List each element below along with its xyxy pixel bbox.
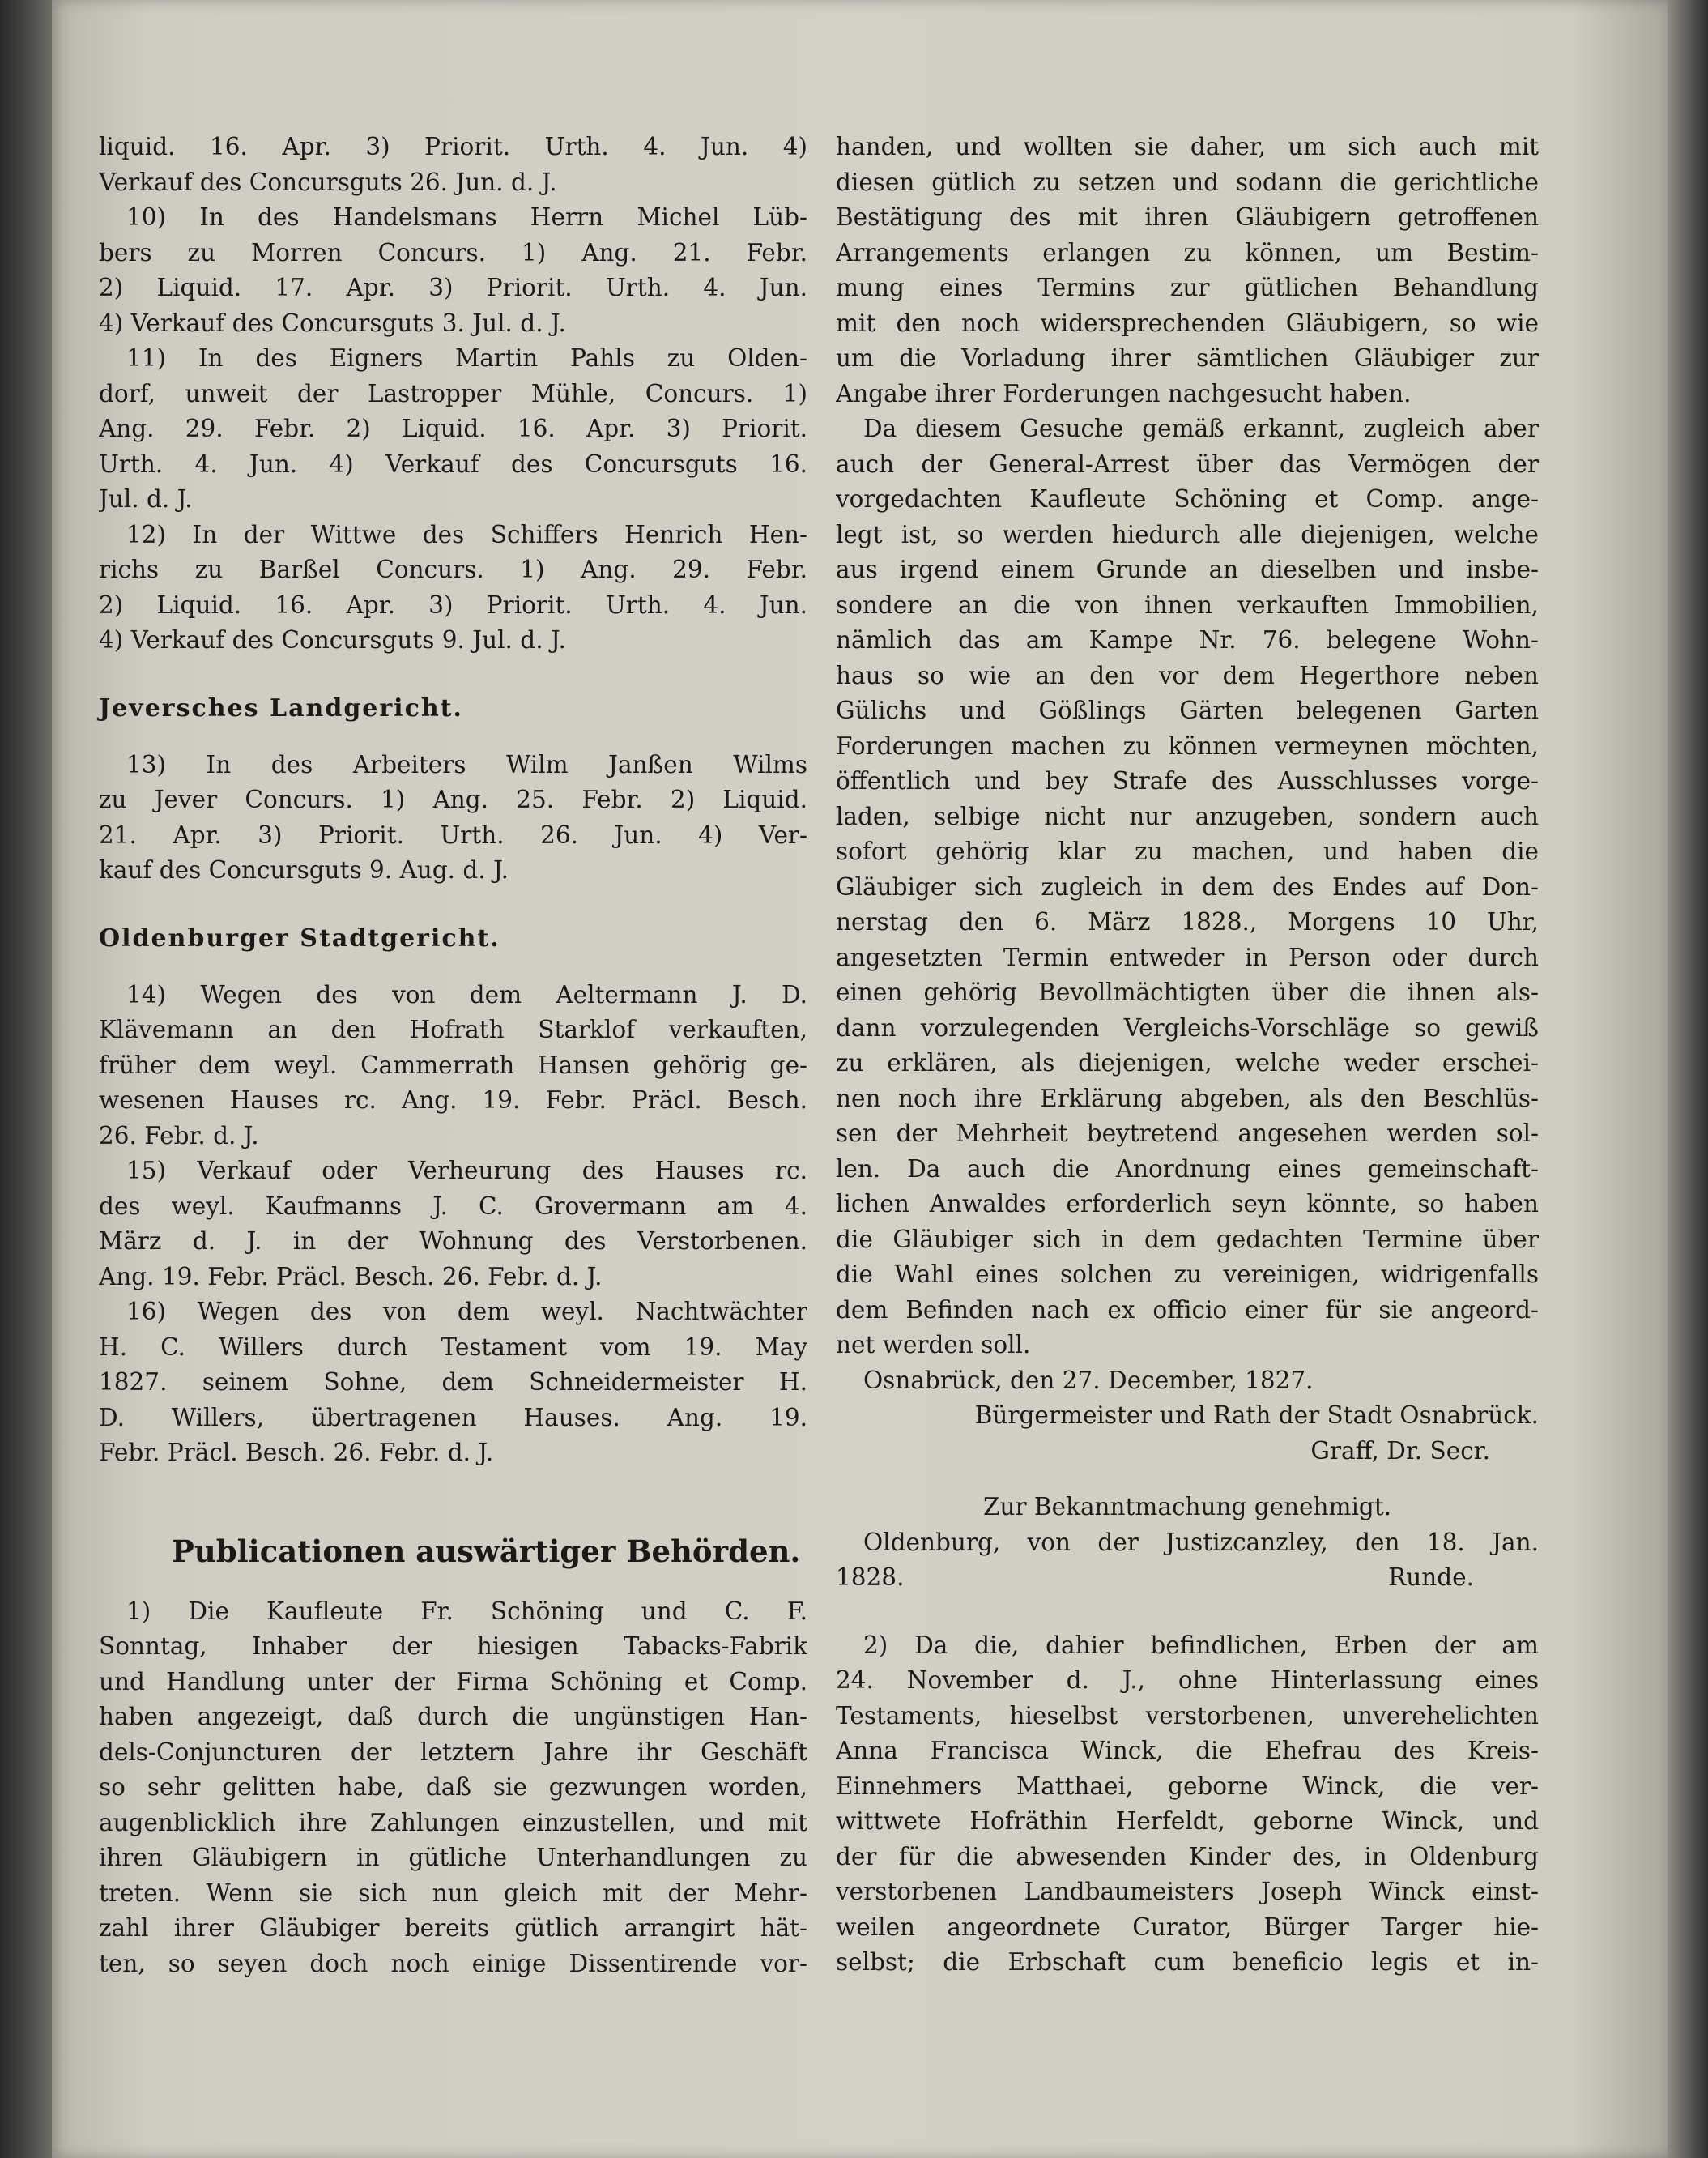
secretary-signature: Graff, Dr. Secr. bbox=[1310, 1436, 1490, 1465]
text-line: sondere an die von ihnen verkauften Immobilien, bbox=[836, 591, 1539, 619]
text-line: Febr. Präcl. Besch. 26. Febr. d. J. bbox=[99, 1439, 494, 1466]
text-line: ihren Gläubigern in gütliche Unterhandlungen zu bbox=[99, 1844, 807, 1871]
text-line: zahl ihrer Gläubiger bereits gütlich arrangirt hät- bbox=[99, 1914, 807, 1942]
text-line: weilen angeordnete Curator, Bürger Targer hie- bbox=[836, 1913, 1539, 1941]
text-line: 1) Die Kaufleute Fr. Schöning und C. F. bbox=[126, 1597, 807, 1625]
text-line: wesenen Hauses rc. Ang. 19. Febr. Präcl. Besch. bbox=[99, 1086, 807, 1114]
text-line: nen noch ihre Erklärung abgeben, als den Beschlüs- bbox=[836, 1084, 1539, 1112]
text-line: 24. November d. J., ohne Hinterlassung eines bbox=[836, 1666, 1539, 1694]
text-line: 2) Liquid. 16. Apr. 3) Priorit. Urth. 4. Jun. bbox=[99, 591, 807, 619]
text-line: zu erklären, als diejenigen, welche weder erschei- bbox=[836, 1049, 1539, 1077]
text-line: Jul. d. J. bbox=[99, 485, 193, 513]
right-block-1 bbox=[836, 130, 1539, 1363]
text-line: Gläubiger sich zugleich in dem des Endes auf Don- bbox=[836, 872, 1539, 901]
text-line: nämlich das am Kampe Nr. 76. belegene Wohn- bbox=[836, 626, 1539, 654]
text-line: dem Befinden nach ex officio einer für sie angeord- bbox=[836, 1295, 1539, 1324]
text-line: Gülichs und Gößlings Gärten belegenen Garten bbox=[836, 697, 1539, 724]
text-line: öffentlich und bey Strafe des Ausschlusses vorge- bbox=[836, 767, 1539, 795]
text-line: D. Willers, übertragenen Hauses. Ang. 19. bbox=[99, 1403, 807, 1431]
left-column bbox=[99, 130, 807, 1981]
approval-note: Zur Bekanntmachung genehmigt. bbox=[982, 1493, 1392, 1520]
scanned-page bbox=[52, 0, 1668, 2158]
text-line: haben angezeigt, daß durch die ungünstigen Han- bbox=[99, 1703, 807, 1730]
text-line: 11) In des Eigners Martin Pahls zu Olden- bbox=[126, 344, 807, 372]
text-line: augenblicklich ihre Zahlungen einzustellen, und mit bbox=[99, 1808, 807, 1836]
text-line: legt ist, so werden hiedurch alle diejenigen, welche bbox=[836, 520, 1539, 548]
text-line: Urth. 4. Jun. 4) Verkauf des Concursguts 16. bbox=[99, 450, 807, 478]
text-line: 2) Liquid. 17. Apr. 3) Priorit. Urth. 4. Jun. bbox=[99, 274, 807, 301]
text-line: haus so wie an den vor dem Hegerthore neben bbox=[836, 661, 1539, 689]
place-date: Osnabrück, den 27. December, 1827. bbox=[863, 1366, 1314, 1394]
text-line: laden, selbige nicht nur anzugeben, sondern auch bbox=[836, 802, 1539, 830]
text-line: Bestätigung des mit ihren Gläubigern getroffenen bbox=[836, 203, 1539, 231]
text-line: Angabe ihrer Forderungen nachgesucht haben. bbox=[836, 379, 1412, 407]
text-line: mung eines Termins zur gütlichen Behandlung bbox=[836, 274, 1539, 301]
text-line: bers zu Morren Concurs. 1) Ang. 21. Febr. bbox=[99, 238, 807, 267]
text-line: 4) Verkauf des Concursguts 9. Jul. d. J. bbox=[99, 626, 566, 654]
text-line: die Wahl eines solchen zu vereinigen, widrigenfalls bbox=[836, 1260, 1539, 1288]
left-block-3 bbox=[99, 978, 807, 1471]
text-line: nerstag den 6. März 1828., Morgens 10 Uhr, bbox=[836, 908, 1539, 936]
text-line: März d. J. in der Wohnung des Verstorbenen. bbox=[99, 1227, 807, 1255]
text-line: handen, und wollten sie daher, um sich auch mit bbox=[836, 133, 1539, 160]
section-heading-jever: Jeversches Landgericht. bbox=[99, 693, 463, 723]
text-line: dann vorzulegenden Vergleichs-Vorschläge so gewiß bbox=[836, 1013, 1539, 1042]
text-line: um die Vorladung ihrer sämtlichen Gläubiger zur bbox=[836, 344, 1539, 372]
text-line: diesen gütlich zu setzen und sodann die gerichtliche bbox=[836, 168, 1539, 196]
text-line: Testaments, hieselbst verstorbenen, unverehelichten bbox=[836, 1701, 1539, 1729]
text-line: kauf des Concursguts 9. Aug. d. J. bbox=[99, 856, 509, 884]
text-line: früher dem weyl. Cammerrath Hansen gehörig ge- bbox=[99, 1051, 807, 1079]
text-line: 2) Da die, dahier befindlichen, Erben der am bbox=[863, 1631, 1539, 1659]
text-line: selbst; die Erbschaft cum beneficio legis et in- bbox=[836, 1948, 1539, 1976]
text-line: Da diesem Gesuche gemäß erkannt, zugleich aber bbox=[863, 415, 1539, 442]
text-line: len. Da auch die Anordnung eines gemeinschaft- bbox=[836, 1154, 1539, 1183]
approval-year: 1828. bbox=[836, 1563, 905, 1591]
text-line: Verkauf des Concursguts 26. Jun. d. J. bbox=[99, 168, 557, 196]
text-line: 10) In des Handelsmans Herrn Michel Lüb- bbox=[126, 203, 807, 231]
approval-place-date: Oldenburg, von der Justizcanzley, den 18. Jan. bbox=[863, 1528, 1539, 1556]
right-column bbox=[836, 130, 1539, 1981]
text-line: so sehr gelitten habe, daß sie gezwungen worden, bbox=[99, 1773, 807, 1801]
left-block-4 bbox=[99, 1594, 807, 1982]
text-line: Forderungen machen zu können vermeynen möchten, bbox=[836, 731, 1539, 760]
text-line: Ang. 29. Febr. 2) Liquid. 16. Apr. 3) Priorit. bbox=[99, 415, 807, 442]
text-line: Einnehmers Matthaei, geborne Winck, die ver- bbox=[836, 1772, 1539, 1800]
text-line: Sonntag, Inhaber der hiesigen Tabacks-Fabrik bbox=[99, 1632, 807, 1660]
text-line: 15) Verkauf oder Verheurung des Hauses rc. bbox=[126, 1157, 807, 1184]
text-line: richs zu Barßel Concurs. 1) Ang. 29. Febr. bbox=[99, 556, 807, 583]
text-line: auch der General-Arrest über das Vermögen der bbox=[836, 450, 1539, 478]
text-line: net werden soll. bbox=[836, 1331, 1031, 1358]
text-line: dels-Conjuncturen der letztern Jahre ihr Geschäft bbox=[99, 1738, 807, 1766]
text-line: wittwete Hofräthin Herfeldt, geborne Winck, und bbox=[836, 1807, 1539, 1835]
text-line: zu Jever Concurs. 1) Ang. 25. Febr. 2) Liquid. bbox=[99, 786, 807, 813]
text-line: sofort gehörig klar zu machen, und haben die bbox=[836, 838, 1539, 865]
text-line: 12) In der Wittwe des Schiffers Henrich Hen- bbox=[126, 520, 807, 548]
left-block-2 bbox=[99, 748, 807, 889]
text-line: 4) Verkauf des Concursguts 3. Jul. d. J. bbox=[99, 309, 566, 337]
left-block-1 bbox=[99, 130, 807, 659]
book-binding bbox=[0, 0, 52, 2158]
text-line: Arrangements erlangen zu können, um Bestim- bbox=[836, 238, 1539, 267]
right-block-2 bbox=[836, 1628, 1539, 1981]
text-line: Anna Francisca Winck, die Ehefrau des Kreis- bbox=[836, 1737, 1539, 1764]
text-line: treten. Wenn sie sich nun gleich mit der Mehr- bbox=[99, 1879, 807, 1907]
text-line: 21. Apr. 3) Priorit. Urth. 26. Jun. 4) Ver- bbox=[99, 821, 807, 849]
text-line: dorf, unweit der Lastropper Mühle, Concurs. 1) bbox=[99, 379, 807, 407]
text-line: der für die abwesenden Kinder des, in Oldenburg bbox=[836, 1842, 1539, 1870]
text-line: 26. Febr. d. J. bbox=[99, 1121, 259, 1149]
text-line: 16) Wegen des von dem weyl. Nachtwächter bbox=[126, 1298, 807, 1325]
text-line: liquid. 16. Apr. 3) Priorit. Urth. 4. Jun. 4) bbox=[99, 133, 807, 160]
text-line: H. C. Willers durch Testament vom 19. May bbox=[99, 1333, 807, 1361]
text-line: 13) In des Arbeiters Wilm Janßen Wilms bbox=[126, 750, 807, 778]
section-heading-publications: Publicationen auswärtiger Behörden. bbox=[172, 1533, 801, 1569]
issuing-authority: Bürgermeister und Rath der Stadt Osnabrück. bbox=[974, 1401, 1539, 1429]
section-heading-oldenburg: Oldenburger Stadtgericht. bbox=[99, 923, 500, 953]
text-line: sen der Mehrheit beytretend angesehen werden sol- bbox=[836, 1120, 1539, 1147]
text-line: verstorbenen Landbaumeisters Joseph Winck einst- bbox=[836, 1878, 1539, 1905]
page-edge bbox=[1668, 0, 1708, 2158]
text-line: aus irgend einem Grunde an dieselben und insbe- bbox=[836, 556, 1539, 583]
text-line: und Handlung unter der Firma Schöning et Comp. bbox=[99, 1667, 807, 1695]
text-line: einen gehörig Bevollmächtigten über die ihnen als- bbox=[836, 979, 1539, 1006]
text-line: Klävemann an den Hofrath Starklof verkauften, bbox=[99, 1016, 807, 1043]
text-line: des weyl. Kaufmanns J. C. Grovermann am 4. bbox=[99, 1192, 807, 1220]
approval-signature-line bbox=[836, 1560, 1539, 1596]
text-line: die Gläubiger sich in dem gedachten Termine über bbox=[836, 1225, 1539, 1253]
text-line: 1827. seinem Sohne, dem Schneidermeister H. bbox=[99, 1368, 807, 1396]
text-line: ten, so seyen doch noch einige Dissentirende vor- bbox=[99, 1949, 807, 1977]
approval-signer: Runde. bbox=[1388, 1563, 1474, 1591]
text-line: mit den noch widersprechenden Gläubigern, so wie bbox=[836, 309, 1539, 337]
text-line: lichen Anwaldes erforderlich seyn könnte, so haben bbox=[836, 1190, 1539, 1218]
text-line: vorgedachten Kaufleute Schöning et Comp. ange- bbox=[836, 485, 1539, 513]
text-line: 14) Wegen des von dem Aeltermann J. D. bbox=[126, 980, 807, 1009]
text-line: Ang. 19. Febr. Präcl. Besch. 26. Febr. d. J. bbox=[99, 1262, 603, 1290]
text-line: angesetzten Termin entweder in Person oder durch bbox=[836, 943, 1539, 971]
